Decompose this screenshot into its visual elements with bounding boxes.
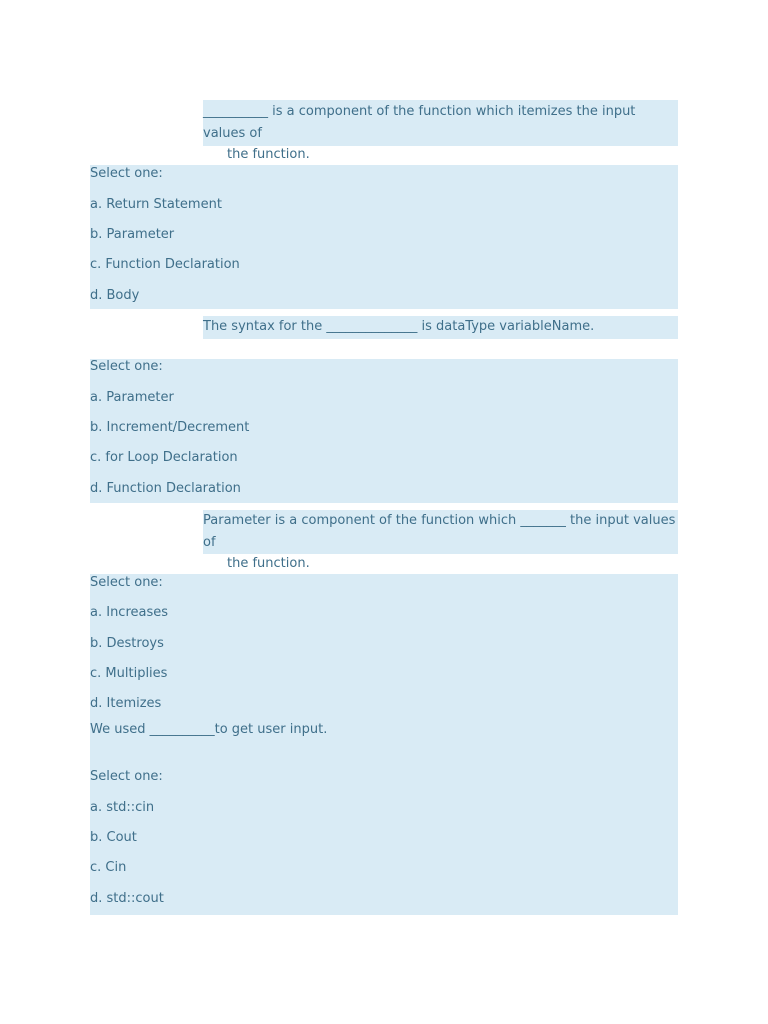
option-c[interactable]: c. for Loop Declaration xyxy=(90,450,238,465)
question-3-line-2: the function. xyxy=(227,556,310,571)
question-1-line-2: the function. xyxy=(227,147,310,162)
option-d[interactable]: d. Body xyxy=(90,288,140,303)
question-3-line-1: Parameter is a component of the function which _______ the input values of xyxy=(203,513,676,550)
option-b[interactable]: b. Destroys xyxy=(90,636,164,651)
option-d[interactable]: d. std::cout xyxy=(90,891,164,906)
question-2-line-1: The syntax for the ______________ is dataType variableName. xyxy=(203,319,595,334)
select-one-label: Select one: xyxy=(90,575,163,590)
question-3-4-block xyxy=(90,574,678,915)
question-4-text: We used __________to get user input. xyxy=(90,722,328,737)
option-a[interactable]: a. Return Statement xyxy=(90,197,222,212)
option-c[interactable]: c. Multiplies xyxy=(90,666,168,681)
option-c[interactable]: c. Function Declaration xyxy=(90,257,240,272)
option-a[interactable]: a. Increases xyxy=(90,605,169,620)
question-2-text xyxy=(203,316,678,339)
option-b[interactable]: b. Increment/Decrement xyxy=(90,420,250,435)
question-1-line-1: __________ is a component of the function which itemizes the input values of xyxy=(203,104,636,141)
select-one-label: Select one: xyxy=(90,166,163,181)
question-2-choices xyxy=(90,359,678,503)
question-1-text xyxy=(203,100,678,162)
option-a[interactable]: a. std::cin xyxy=(90,800,155,815)
option-d[interactable]: d. Function Declaration xyxy=(90,481,241,496)
option-a[interactable]: a. Parameter xyxy=(90,390,174,405)
option-d[interactable]: d. Itemizes xyxy=(90,696,162,711)
select-one-label: Select one: xyxy=(90,359,163,374)
select-one-label: Select one: xyxy=(90,769,163,784)
option-b[interactable]: b. Parameter xyxy=(90,227,175,242)
option-c[interactable]: c. Cin xyxy=(90,860,127,875)
option-b[interactable]: b. Cout xyxy=(90,830,137,845)
question-1-choices xyxy=(90,165,678,309)
question-3-text xyxy=(203,510,678,571)
